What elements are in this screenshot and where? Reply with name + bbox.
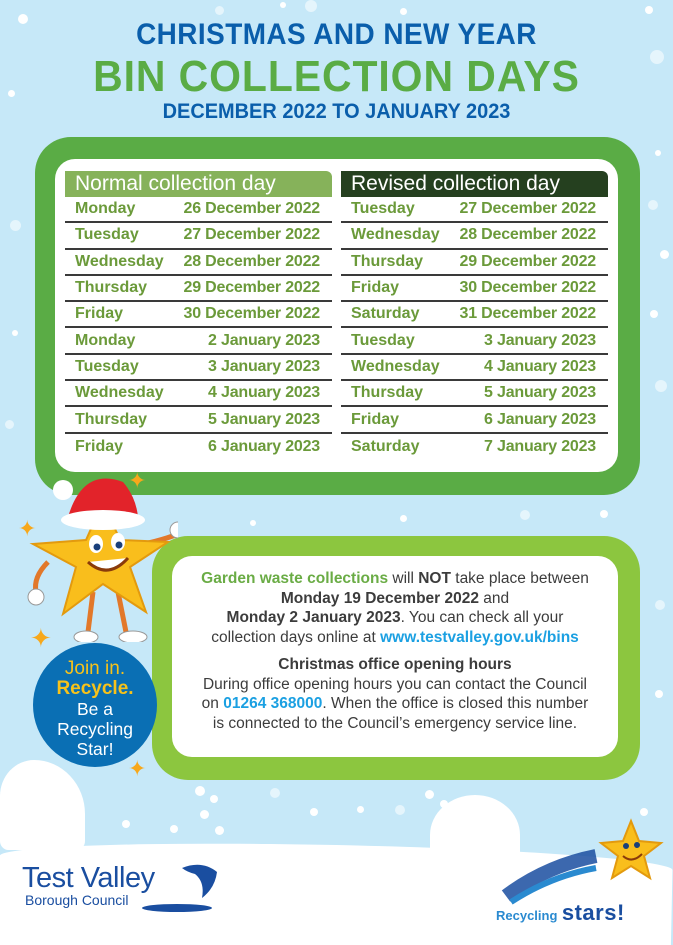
- day: Wednesday: [351, 357, 440, 375]
- day: Wednesday: [351, 226, 440, 244]
- council-phone-link[interactable]: 01264 368000: [223, 695, 323, 712]
- office-hours-notice: [172, 655, 618, 733]
- table-row: [65, 381, 332, 407]
- date: 28 December 2022: [459, 226, 596, 244]
- garden-waste-label: Garden waste collections: [201, 570, 389, 587]
- table-row: [341, 250, 608, 276]
- date: 5 January 2023: [208, 410, 320, 428]
- table-row: [341, 355, 608, 381]
- badge-line-2: Recycle.: [56, 678, 134, 699]
- text: take place between: [450, 570, 589, 587]
- day: Wednesday: [75, 252, 164, 270]
- day: Saturday: [351, 305, 420, 323]
- table-row: [65, 197, 332, 223]
- badge-line-1: Join in.: [64, 658, 126, 679]
- table-row: [341, 434, 608, 460]
- garden-waste-notice: [172, 569, 618, 647]
- day: Wednesday: [75, 384, 164, 402]
- table-row: [65, 328, 332, 354]
- date: 4 January 2023: [208, 384, 320, 402]
- table-row: [65, 434, 332, 460]
- date: 4 January 2023: [484, 357, 596, 375]
- table-row: [341, 223, 608, 249]
- garden-end-date: Monday 2 January 2023: [226, 609, 401, 626]
- council-subtitle: Borough Council: [25, 892, 129, 908]
- day: Thursday: [75, 279, 148, 297]
- recycling-star-badge: [33, 643, 157, 767]
- council-name: Test Valley: [22, 862, 155, 894]
- test-valley-logo: [22, 862, 155, 908]
- date: 3 January 2023: [208, 357, 320, 375]
- day: Tuesday: [351, 331, 415, 349]
- table-row: [65, 355, 332, 381]
- table-row: [341, 381, 608, 407]
- date: 6 January 2023: [208, 437, 320, 455]
- garden-start-date: Monday 19 December 2022: [280, 589, 479, 607]
- table-row: [341, 302, 608, 328]
- date: 26 December 2022: [183, 200, 320, 218]
- recycling-stars-logo: [496, 816, 666, 926]
- text: During office opening hours you can contact the Council: [202, 675, 587, 693]
- date: 28 December 2022: [183, 252, 320, 270]
- day: Friday: [75, 437, 124, 455]
- date: 3 January 2023: [484, 331, 596, 349]
- day: Monday: [75, 331, 136, 349]
- table-row: [65, 302, 332, 328]
- tree-left: [0, 760, 85, 850]
- info-frame: [152, 536, 640, 780]
- badge-line-4: Recycling: [57, 719, 133, 739]
- date: 30 December 2022: [459, 279, 596, 297]
- sparkle-icon: ✦: [18, 516, 37, 541]
- not-emphasis: NOT: [418, 570, 451, 587]
- sparkle-icon: ✦: [128, 756, 147, 781]
- date: 29 December 2022: [459, 252, 596, 270]
- recycling-stars-wordmark: [496, 900, 625, 926]
- title-date-range: DECEMBER 2022 TO JANUARY 2023: [162, 100, 511, 123]
- day: Monday: [75, 200, 136, 218]
- day: Tuesday: [351, 200, 415, 218]
- wordmark-part-2: stars!: [561, 900, 625, 925]
- table-row: [65, 407, 332, 433]
- badge-line-5: Star!: [76, 739, 114, 759]
- date: 7 January 2023: [484, 437, 596, 455]
- text: and: [478, 589, 510, 607]
- normal-collection-column: [65, 171, 332, 460]
- star-mascot-icon: [8, 462, 178, 642]
- date: 27 December 2022: [183, 226, 320, 244]
- text: . When the office is closed this number: [322, 695, 589, 712]
- revised-collection-header: Revised collection day: [341, 171, 608, 197]
- day: Friday: [351, 279, 400, 297]
- day: Tuesday: [75, 226, 139, 244]
- water-ripple-icon: [132, 902, 212, 914]
- text: will: [388, 570, 419, 587]
- revised-collection-column: [341, 171, 608, 460]
- schedule-frame: [35, 137, 640, 495]
- sparkle-icon: ✦: [30, 623, 52, 653]
- date: 31 December 2022: [459, 305, 596, 323]
- table-row: [341, 328, 608, 354]
- day: Saturday: [351, 437, 420, 455]
- date: 30 December 2022: [183, 305, 320, 323]
- badge-line-3: Be a: [77, 699, 113, 719]
- text: collection days online at: [211, 628, 381, 646]
- title-line-1: CHRISTMAS AND NEW YEAR: [136, 18, 537, 51]
- date: 27 December 2022: [459, 200, 596, 218]
- table-row: [341, 276, 608, 302]
- table-row: [65, 276, 332, 302]
- day: Tuesday: [75, 357, 139, 375]
- schedule-card: [55, 159, 618, 472]
- date: 29 December 2022: [183, 279, 320, 297]
- title-line-2: BIN COLLECTION DAYS: [93, 52, 580, 101]
- table-row: [341, 407, 608, 433]
- normal-collection-header: Normal collection day: [65, 171, 332, 197]
- text: is connected to the Council’s emergency service line.: [212, 714, 578, 732]
- day: Friday: [351, 410, 400, 428]
- fish-icon: [177, 860, 222, 900]
- shooting-star-icon: [496, 816, 666, 906]
- date: 2 January 2023: [208, 331, 320, 349]
- sparkle-icon: ✦: [128, 468, 147, 493]
- table-row: [65, 223, 332, 249]
- table-row: [341, 197, 608, 223]
- text: . You can check all your: [400, 609, 564, 626]
- day: Thursday: [351, 252, 424, 270]
- office-hours-title: Christmas office opening hours: [278, 656, 512, 673]
- day: Thursday: [351, 384, 424, 402]
- date: 6 January 2023: [484, 410, 596, 428]
- day: Friday: [75, 305, 124, 323]
- day: Thursday: [75, 410, 148, 428]
- table-row: [65, 250, 332, 276]
- wordmark-part-1: Recycling: [496, 908, 558, 923]
- info-card: [172, 556, 618, 757]
- text: on: [201, 695, 224, 712]
- bins-website-link[interactable]: www.testvalley.gov.uk/bins: [380, 628, 579, 646]
- date: 5 January 2023: [484, 384, 596, 402]
